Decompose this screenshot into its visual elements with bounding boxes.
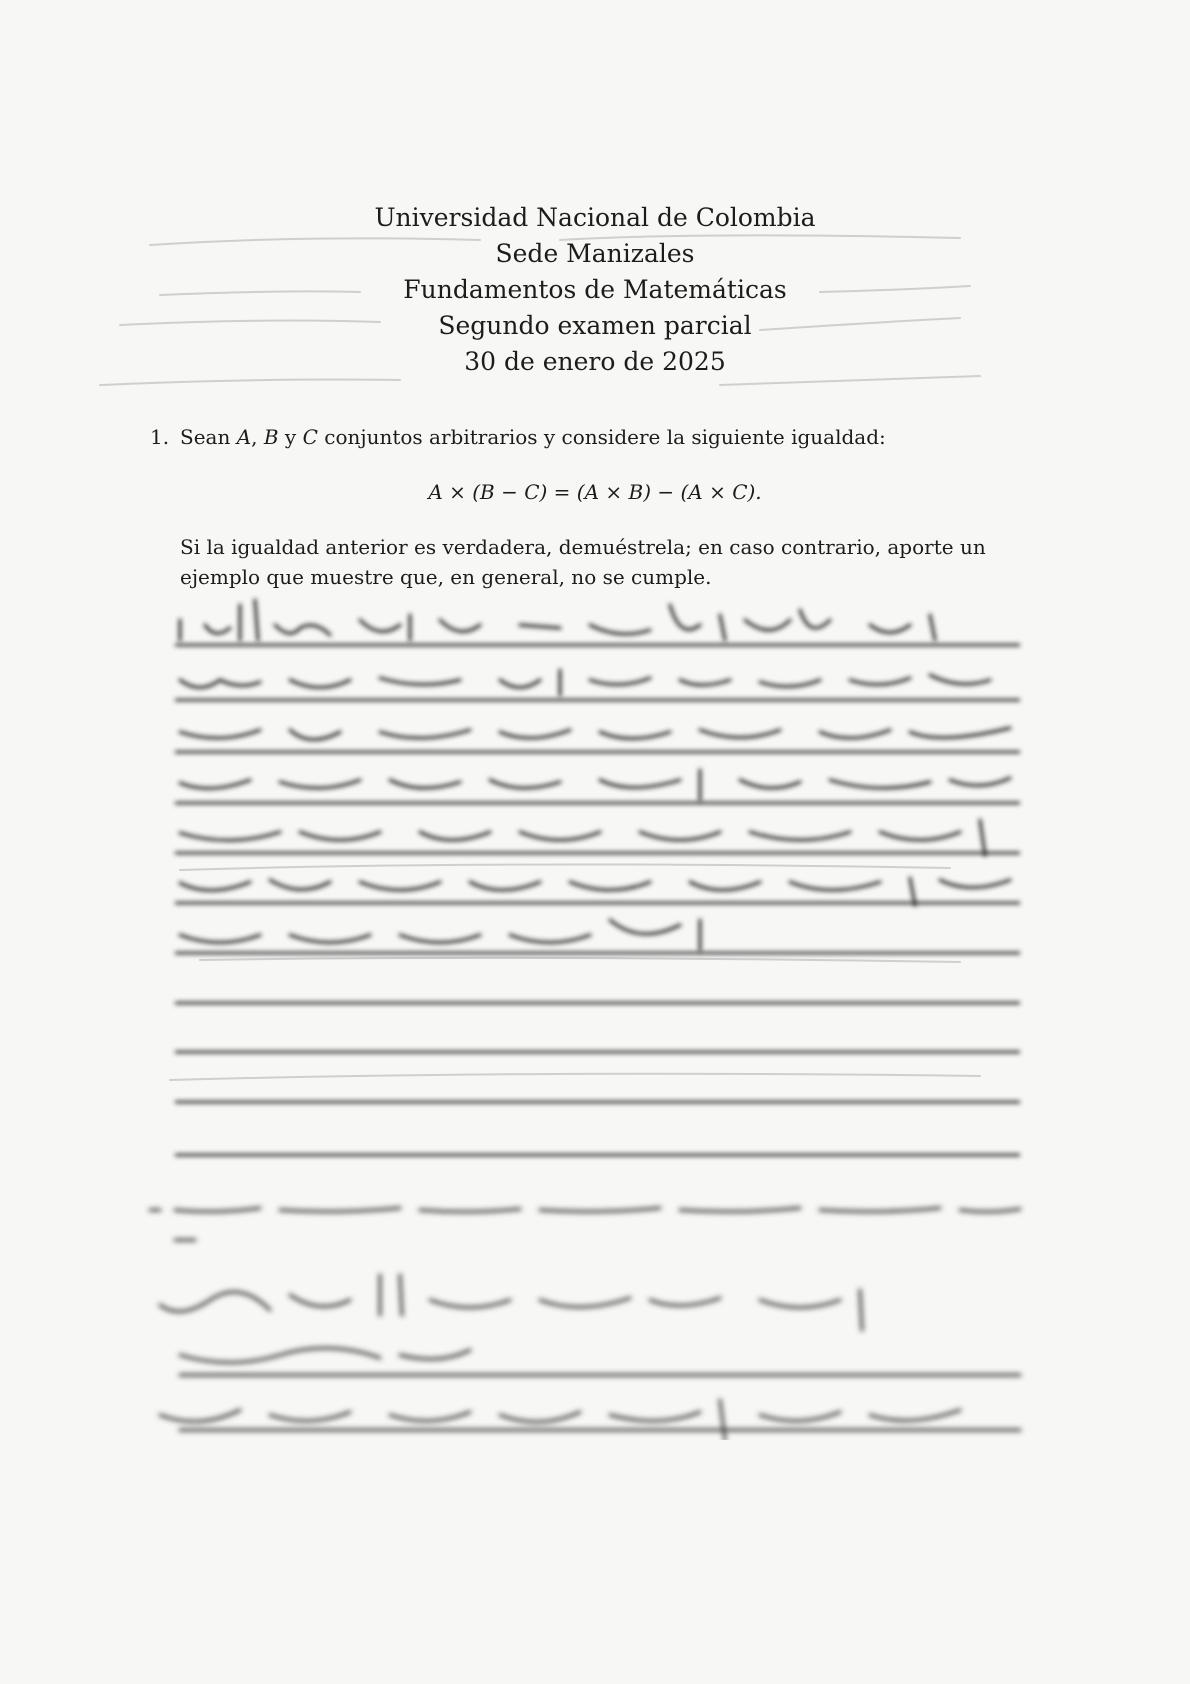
q1-var-c: C [302, 425, 318, 449]
q1-var-a: A [236, 425, 252, 449]
page-number-mark [565, 1485, 595, 1525]
equation-text: A × (B − C) = (A × B) − (A × C). [428, 480, 762, 504]
handwriting-strokes [180, 600, 1010, 950]
question-1-number: 1. [150, 425, 170, 449]
q1-text-suffix: conjuntos arbitrarios y considere la siguiente igualdad: [317, 425, 886, 449]
exam-title: Segundo examen parcial [438, 311, 752, 340]
question-1-equation [0, 480, 1190, 504]
q1-sep-1: , [251, 425, 264, 449]
exam-header [0, 200, 1190, 380]
q1-sep-2: y [278, 425, 303, 449]
exam-date: 30 de enero de 2025 [464, 347, 726, 376]
question-1-statement [180, 425, 886, 449]
university-name: Universidad Nacional de Colombia [374, 203, 816, 232]
question-2-strokes [140, 1200, 1040, 1440]
q1-var-b: B [263, 425, 279, 449]
ruled-lines [175, 645, 1020, 1155]
course-name: Fundamentos de Matemáticas [403, 275, 787, 304]
campus-name: Sede Manizales [495, 239, 695, 268]
q1-text-prefix: Sean [180, 425, 237, 449]
question-2-blurred [140, 1200, 1040, 1444]
question-1-instruction: Si la igualdad anterior es verdadera, demuéstrela; en caso contrario, aporte un ejemplo que muestre que, en general, no se cumple. [180, 535, 986, 589]
